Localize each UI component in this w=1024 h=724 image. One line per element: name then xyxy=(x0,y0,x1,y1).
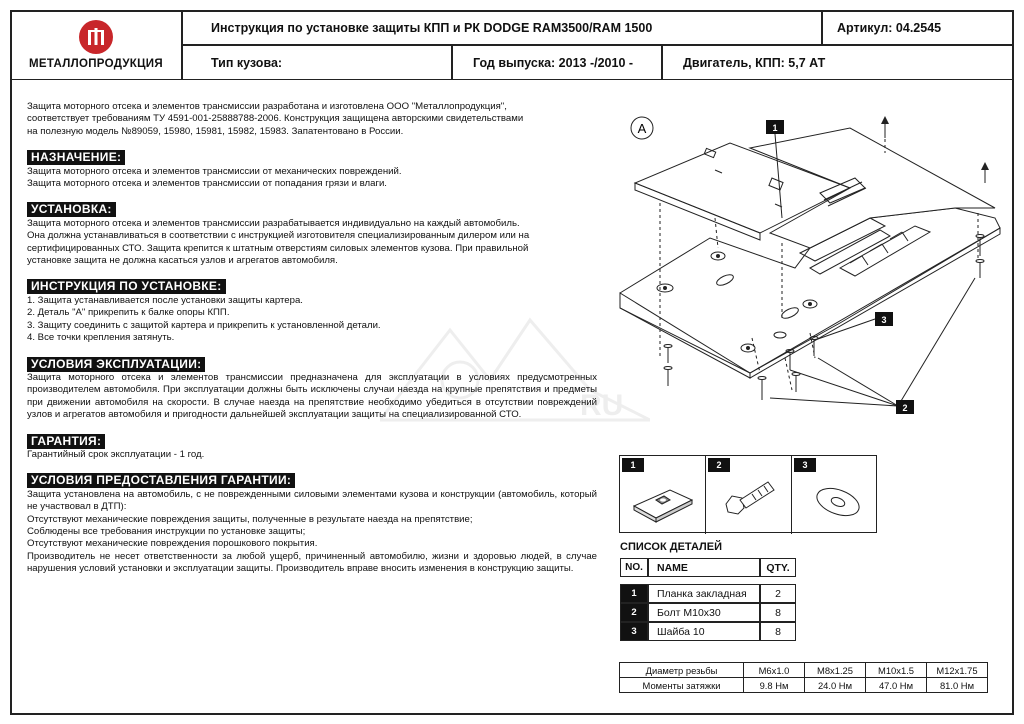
row-number: 1 xyxy=(620,584,648,603)
section-title-warranty-terms: УСЛОВИЯ ПРЕДОСТАВЛЕНИЯ ГАРАНТИИ: xyxy=(27,473,295,488)
section-title-conditions: УСЛОВИЯ ЭКСПЛУАТАЦИИ: xyxy=(27,357,205,372)
install-line: Защита моторного отсека и элементов трансмиссии разрабатывается индивидуально на каждый автомобиль. xyxy=(27,217,520,229)
intro-line: соответствует требованиям ТУ 4591-001-25888788-2006. Конструкция защищена авторскими свидетельствами xyxy=(27,113,524,125)
table-row xyxy=(620,663,988,678)
production-year: Год выпуска: 2013 -/2010 - xyxy=(452,45,662,80)
row-name: Планка закладная xyxy=(648,584,760,603)
warranty-terms-line: Отсутствуют механические повреждения защиты, полученные в результате наезда на препятствие; xyxy=(27,513,473,525)
torque-value: 81.0 Нм xyxy=(927,678,988,693)
torque-table xyxy=(619,662,988,693)
thread-diameter-label: Диаметр резьбы xyxy=(620,663,744,678)
header-table xyxy=(10,10,1014,80)
logo-text: МЕТАЛЛОПРОДУКЦИЯ xyxy=(29,58,163,70)
warranty-line: Гарантийный срок эксплуатации - 1 год. xyxy=(27,448,205,460)
table-row xyxy=(620,603,796,622)
thread-size: M10x1.5 xyxy=(866,663,927,678)
section-title-purpose: НАЗНАЧЕНИЕ: xyxy=(27,150,125,165)
logo xyxy=(10,10,182,80)
document-title: Инструкция по установке защиты КПП и РК DODGE RAM3500/RAM 1500 xyxy=(182,10,822,45)
row-name: Болт М10х30 xyxy=(648,603,760,622)
callout-3: 3 xyxy=(881,315,887,325)
intro-line: на полезную модель №89059, 15980, 15981, 15982, 15983. Запатентовано в России. xyxy=(27,125,404,137)
column-header-name: NAME xyxy=(648,558,760,577)
row-name: Шайба 10 xyxy=(648,622,760,641)
thread-size: M8x1.25 xyxy=(805,663,866,678)
instructions-column xyxy=(27,101,597,576)
part-image-bolt xyxy=(706,456,792,534)
row-number: 2 xyxy=(620,603,648,622)
install-line: установке защита не должна касаться узлов и агрегатов автомобиля. xyxy=(27,255,338,267)
table-row xyxy=(620,678,988,693)
part-image-plate xyxy=(620,456,706,534)
warranty-terms-line: Отсутствуют механические повреждения порошкового покрытия. xyxy=(27,538,318,550)
instruction-step: 4. Все точки крепления затянуть. xyxy=(27,332,175,344)
warranty-terms-text: Производитель не несет ответственности за любой ущерб, причиненный автомобилю, жизни и здоровью людей, в случае нарушения условий установки и эксплуатации защиты. Производитель вправе вносить изменения в конструкцию защиты. xyxy=(27,550,597,575)
instruction-step: 3. Защиту соединить с защитой картера и прикрепить к установленной детали. xyxy=(27,319,381,331)
row-qty: 2 xyxy=(760,584,796,603)
column-header-qty: QTY. xyxy=(760,558,796,577)
part-number: 1 xyxy=(622,458,644,472)
installation-drawing xyxy=(600,108,1010,418)
torque-value: 24.0 Нм xyxy=(805,678,866,693)
torque-label: Моменты затяжки xyxy=(620,678,744,693)
parts-list-header xyxy=(620,558,796,577)
torque-value: 47.0 Нм xyxy=(866,678,927,693)
intro-line: Защита моторного отсека и элементов трансмиссии разработана и изготовлена ООО "Металлопродукция", xyxy=(27,101,507,112)
row-qty: 8 xyxy=(760,622,796,641)
instruction-step: 1. Защита устанавливается после установки защиты картера. xyxy=(27,294,303,306)
install-line: Она должна устанавливаться в соответствии с инструкцией изготовителя специализированным дилером или на xyxy=(27,230,530,242)
callout-1: 1 xyxy=(772,123,778,133)
torque-value: 9.8 Нм xyxy=(744,678,805,693)
section-title-install: УСТАНОВКА: xyxy=(27,202,116,217)
parts-images xyxy=(619,455,877,533)
thread-size: M12x1.75 xyxy=(927,663,988,678)
parts-list-table xyxy=(620,558,796,641)
table-row xyxy=(620,622,796,641)
row-qty: 8 xyxy=(760,603,796,622)
column-header-no: NO. xyxy=(620,558,648,577)
logo-mark-icon xyxy=(79,20,113,54)
article-number: Артикул: 04.2545 xyxy=(822,10,1014,45)
warranty-terms-text: Защита установлена на автомобиль, с не поврежденными силовыми элементами кузова и конструкции (автомобиль, который не участвовал в ДТП): xyxy=(27,488,597,513)
drawing-label-a: A xyxy=(637,121,647,136)
part-number: 3 xyxy=(794,458,816,472)
engine-gearbox: Двигатель, КПП: 5,7 АТ xyxy=(662,45,1014,80)
purpose-line: Защита моторного отсека и элементов трансмиссии от механических повреждений. xyxy=(27,165,402,177)
warranty-terms-line: Соблюдены все требования инструкции по установке защиты; xyxy=(27,525,306,537)
body-type: Тип кузова: xyxy=(182,45,452,80)
parts-list-title: СПИСОК ДЕТАЛЕЙ xyxy=(620,541,722,553)
thread-size: M6x1.0 xyxy=(744,663,805,678)
watermark-text: RU xyxy=(580,389,624,422)
section-title-instructions: ИНСТРУКЦИЯ ПО УСТАНОВКЕ: xyxy=(27,279,226,294)
part-image-washer xyxy=(792,456,878,534)
part-number: 2 xyxy=(708,458,730,472)
table-row xyxy=(620,584,796,603)
conditions-text: Защита моторного отсека и элементов трансмиссии предназначена для эксплуатации в условиях предусмотренных производителем автомобиля. При эксплуатации должны быть исключены случаи наезда на крупные препятствия и предметы при движении автомобиля на скорости. В случае наезда на препятствие необходимо убедиться в отсутствии повреждений узлов и агрегатов автомобиля и пригодности дальнейшей эксплуатации защиты на специализированной СТО. xyxy=(27,371,597,421)
row-number: 3 xyxy=(620,622,648,641)
callout-2: 2 xyxy=(902,403,908,413)
install-line: сертифицированных СТО. Защита крепится к штатным отверстиям силовых элементов кузова. При правильной xyxy=(27,242,529,254)
instruction-step: 2. Деталь "А" прикрепить к балке опоры КПП. xyxy=(27,307,230,319)
purpose-line: Защита моторного отсека и элементов трансмиссии от попадания грязи и влаги. xyxy=(27,178,387,190)
section-title-warranty: ГАРАНТИЯ: xyxy=(27,434,105,449)
